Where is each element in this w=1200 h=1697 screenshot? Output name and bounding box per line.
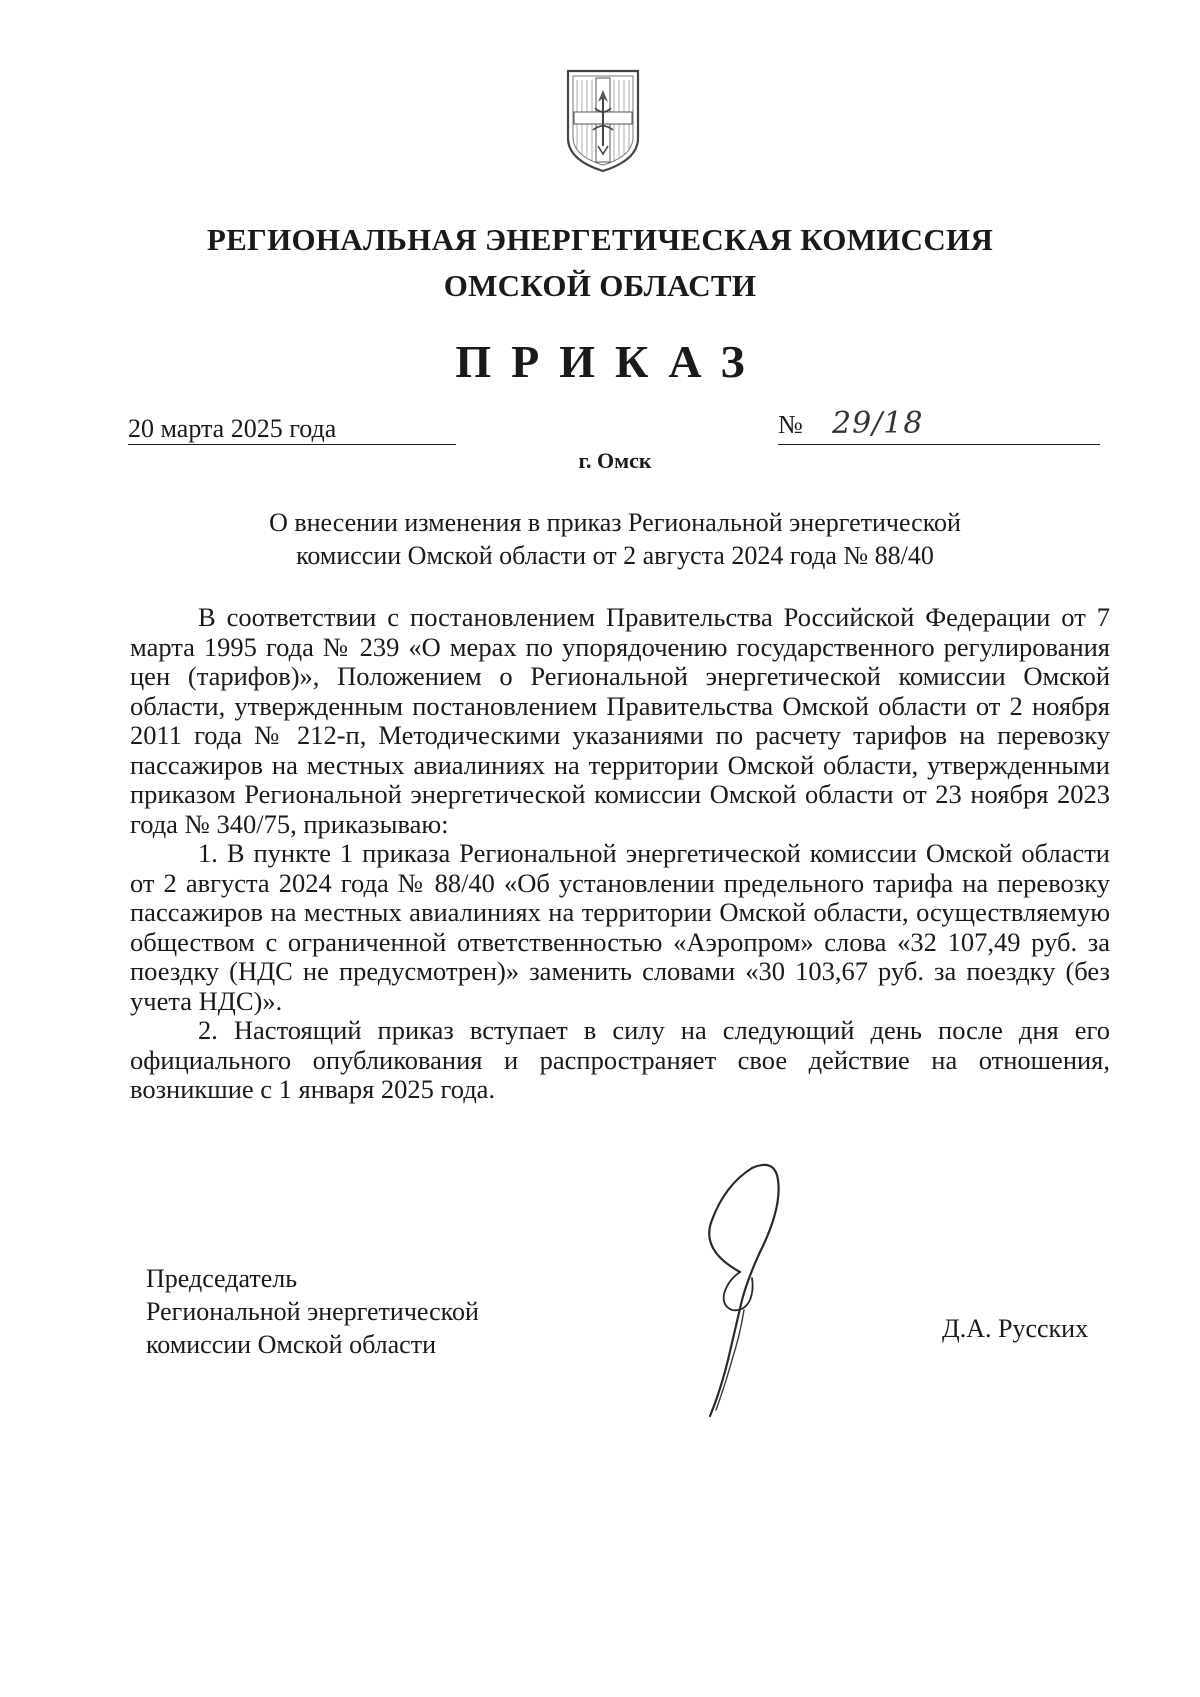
position-line3: комиссии Омской области bbox=[146, 1330, 436, 1359]
coat-of-arms-icon bbox=[565, 68, 641, 174]
item-2-paragraph: 2. Настоящий приказ вступает в силу на следующий день после дня его официального опубликования и распространяет свое действие на отношения, возникшие с 1 января 2025 года. bbox=[130, 1015, 1110, 1104]
organization-title-line1: РЕГИОНАЛЬНАЯ ЭНЕРГЕТИЧЕСКАЯ КОМИССИЯ bbox=[206, 222, 994, 257]
document-body bbox=[130, 603, 1110, 1105]
position-line2: Региональной энергетической bbox=[146, 1297, 479, 1326]
signatory-position bbox=[146, 1262, 479, 1361]
number-sign: № bbox=[778, 410, 803, 439]
document-number-field bbox=[778, 408, 1100, 445]
city-label: г. Омск bbox=[578, 448, 652, 473]
handwritten-signature-icon bbox=[680, 1160, 820, 1420]
subject-line2: комиссии Омской области от 2 августа 2024 года № 88/40 bbox=[296, 541, 934, 570]
preamble-paragraph: В соответствии с постановлением Правительства Российской Федерации от 7 марта 1995 года № 239 «О мерах по упорядочению государственного регулирования цен (тарифов)», Положением о Региональной энергетической комиссии Омской области, утвержденным постановлением Правительства Омской области от 2 ноября 2011 года № 212-п, Методическими указаниями по расчету тарифов на перевозку пассажиров на местных авиалиниях на территории Омской области, утвержденными приказом Региональной энергетической комиссии Омской области от 23 ноября 2023 года № 340/75, приказываю: bbox=[130, 602, 1110, 839]
item-1-paragraph: 1. В пункте 1 приказа Региональной энергетической комиссии Омской области от 2 августа 2024 года № 88/40 «Об установлении предельного тарифа на перевозку пассажиров на местных авиалиниях на территории Омской области, осуществляемую обществом с ограниченной ответственностью «Аэропром» слова «32 107,49 руб. за поездку (НДС не предусмотрен)» заменить словами «30 103,67 руб. за поездку (без учета НДС)». bbox=[130, 838, 1110, 1016]
document-date: 20 марта 2025 года bbox=[128, 414, 456, 445]
signatory-name: Д.А. Русских bbox=[942, 1314, 1089, 1343]
position-line1: Председатель bbox=[146, 1264, 298, 1293]
document-number: 29/18 bbox=[832, 406, 924, 441]
document-type-heading: ПРИКАЗ bbox=[455, 336, 765, 387]
document-subject bbox=[0, 506, 1200, 572]
organization-title-line2: ОМСКОЙ ОБЛАСТИ bbox=[443, 268, 757, 303]
subject-line1: О внесении изменения в приказ Региональной энергетической bbox=[269, 508, 961, 537]
